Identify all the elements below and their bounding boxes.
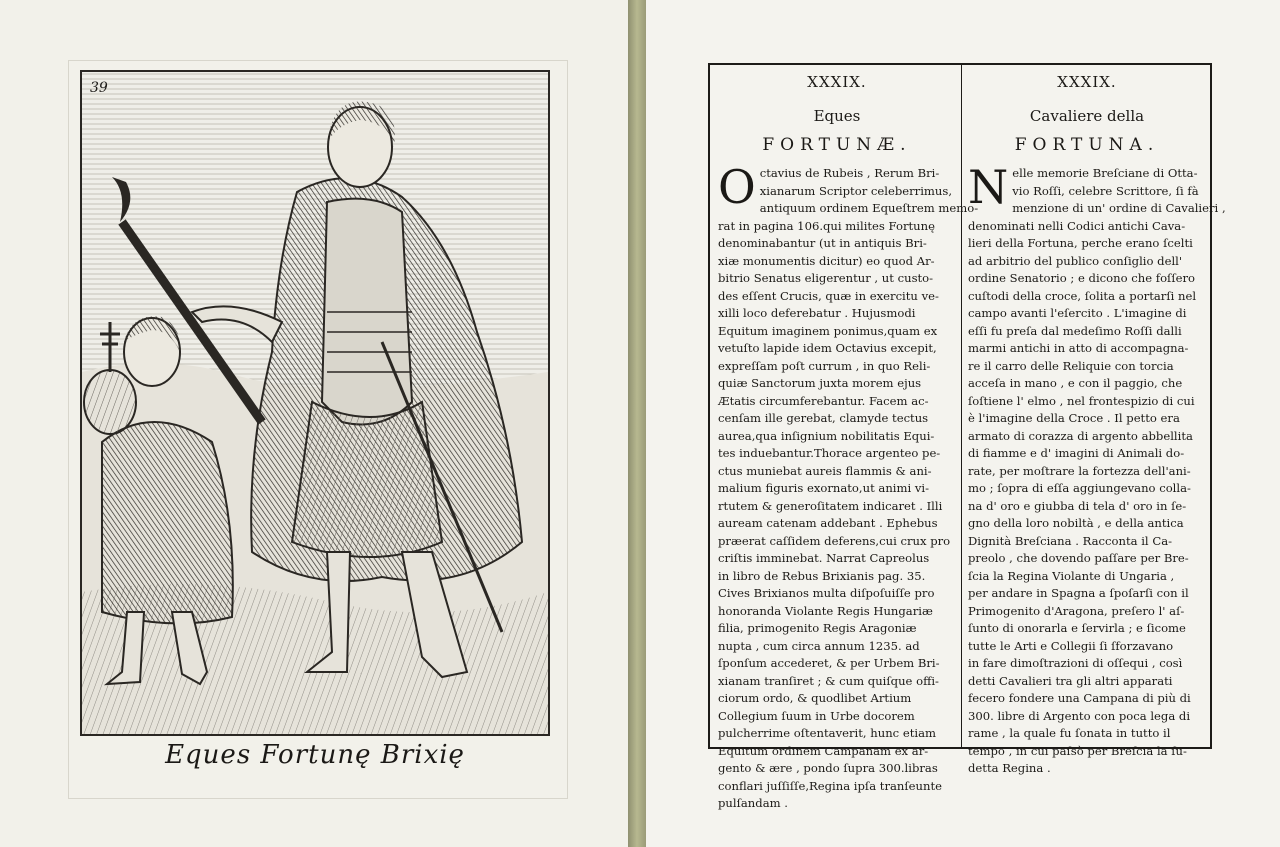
text-line: ctavius de Rubeis , Rerum Bri-: [759, 166, 940, 180]
text-line: na d' oro e giubba di tela d' oro in ſe-: [968, 498, 1187, 513]
italian-heading: FORTUNA.: [1014, 135, 1160, 155]
text-line: xiæ monumentis dicitur) eo quod Ar-: [718, 253, 935, 268]
text-line: armato di corazza di argento abbellita: [968, 428, 1193, 443]
latin-lines: [718, 160, 979, 813]
text-line: vetuſto lapide idem Octavius excepit,: [718, 341, 937, 355]
text-line: cuſtodi della croce, ſolita a portarſi nel: [968, 288, 1197, 303]
latin-subtitle: Eques: [813, 107, 861, 125]
text-line: è l'imagine della Croce . Il petto era: [968, 411, 1180, 425]
italian-lines: [968, 160, 1226, 778]
text-line: mo ; ſopra di eſſa aggiungevano colla-: [968, 481, 1191, 495]
text-line: aurea,qua inſignium nobilitatis Equi-: [718, 428, 935, 443]
text-line: nupta , cum circa annum 1235. ad: [718, 638, 920, 653]
text-line: acceſa in mano , e con il paggio, che: [968, 376, 1183, 390]
text-line: filia, primogenito Regis Aragoniæ: [718, 621, 917, 635]
text-line: rat in pagina 106.qui milites Fortunę: [718, 218, 935, 233]
text-line: criſtis imminebat. Narrat Capreolus: [718, 551, 930, 565]
text-line: denominati nelli Codici antichi Cava-: [968, 218, 1186, 233]
text-line: gento & ære , pondo ſupra 300.libras: [718, 761, 938, 775]
text-line: pulſandam .: [718, 796, 788, 810]
text-line: auream catenam addebant . Ephebus: [718, 516, 938, 530]
text-line: elle memorie Breſciane di Otta-: [1012, 166, 1198, 180]
text-line: Equitum ordinem Campanam ex ar-: [718, 743, 929, 758]
latin-column: [718, 73, 979, 813]
italian-body: [968, 160, 1226, 778]
column-divider: [961, 65, 962, 747]
text-line: rame , la quale fu ſonata in tutto il: [968, 726, 1171, 740]
italian-dropcap: N: [968, 160, 1009, 214]
text-line: bitrio Senatus eligerentur , ut custo-: [718, 271, 934, 285]
text-line: malium figuris exornato,ut animi vi-: [718, 481, 930, 495]
text-line: per andare in Spagna a ſpoſarſi con il: [968, 586, 1189, 600]
text-line: ciorum ordo, & quodlibet Artium: [718, 691, 912, 705]
text-line: xianam tranſiret ; & cum quiſque offi-: [718, 673, 939, 688]
text-line: ſcia la Regina Violante di Ungaria ,: [968, 568, 1175, 583]
text-line: Dignità Breſciana . Racconta il Ca-: [968, 533, 1173, 548]
text-line: tempo , in cui paſsò per Breſcia la ſu-: [968, 743, 1187, 758]
book-gutter: [628, 0, 646, 847]
text-line: ad arbitrio del publico conſiglio dell': [968, 253, 1183, 268]
text-line: des eſſent Crucis, quæ in exercitu ve-: [718, 288, 939, 303]
latin-dropcap: O: [718, 160, 756, 214]
text-line: in libro de Rebus Brixianis pag. 35.: [718, 568, 926, 583]
text-line: Collegium ſuum in Urbe docorem: [718, 708, 915, 723]
text-line: xianarum Scriptor celeberrimus,: [759, 183, 953, 198]
text-line: marmi antichi in atto di accompagna-: [968, 341, 1189, 355]
text-line: honoranda Violante Regis Hungariæ: [718, 603, 933, 618]
italian-number: XXXIX.: [1057, 73, 1117, 91]
italian-subtitle: Cavaliere della: [1029, 107, 1145, 125]
text-line: preolo , che dovendo paſſare per Bre-: [968, 551, 1189, 565]
engraving-caption: Eques Fortunę Brixię: [165, 740, 465, 770]
text-line: gno della loro nobiltà , e della antica: [968, 516, 1184, 530]
text-line: tutte le Arti e Collegii ſi ſforzavano: [968, 638, 1174, 653]
text-line: detti Cavalieri tra gli altri apparati: [968, 673, 1173, 688]
text-line: ctus muniebat aureis flammis & ani-: [718, 463, 932, 478]
text-line: rate, per moſtrare la fortezza dell'ani-: [968, 463, 1191, 478]
latin-body: [718, 160, 979, 813]
text-line: fecero fondere una Campana di più di: [968, 691, 1191, 705]
text-line: quiæ Sanctorum juxta morem ejus: [718, 376, 922, 390]
latin-heading: FORTUNÆ.: [762, 135, 912, 155]
latin-number: XXXIX.: [807, 73, 867, 91]
text-line: ſponſum accederet, & per Urbem Bri-: [718, 656, 940, 670]
text-line: denominabantur (ut in antiquis Bri-: [718, 236, 927, 250]
text-line: menzione di un' ordine di Cavalieri ,: [1012, 201, 1226, 215]
text-line: cenſam ille gerebat, clamyde tectus: [718, 411, 929, 425]
text-line: rtutem & generoſitatem indicaret . Illi: [718, 498, 943, 513]
text-line: expreſſam poſt currum , in quo Reli-: [718, 358, 931, 373]
text-line: præerat caſſidem deferens,cui crux pro: [718, 533, 951, 548]
text-line: eſſi fu preſa dal medeſimo Roſſi dalli: [968, 323, 1182, 338]
text-line: detta Regina .: [968, 761, 1051, 775]
engraving-plate: [80, 70, 550, 736]
text-line: di fiamme e d' imagini di Animali do-: [968, 446, 1185, 460]
left-page-engraving: [0, 0, 628, 847]
text-line: Ætatis circumferebantur. Facem ac-: [718, 393, 929, 408]
text-line: Primogenito d'Aragona, preſero l' aſ-: [968, 603, 1185, 618]
text-line: vio Roſſi, celebre Scrittore, ſi fà: [1012, 183, 1199, 198]
text-line: ſunto di onorarla e ſervirla ; e ſicome: [968, 621, 1186, 635]
italian-column: [968, 73, 1226, 778]
text-line: ſoſtiene l' elmo , nel frontespizio di cui: [968, 393, 1195, 408]
text-line: Cives Brixianos multa diſpoſuiſſe pro: [718, 586, 935, 600]
text-line: re il carro delle Reliquie con torcia: [968, 358, 1174, 373]
text-line: tes induebantur.Thorace argenteo pe-: [718, 446, 941, 460]
text-line: pulcherrime oſtentaverit, hunc etiam: [718, 726, 936, 740]
text-line: Equitum imaginem ponimus,quam ex: [718, 323, 938, 338]
engraving-illustration: [82, 72, 548, 734]
text-line: lieri della Fortuna, perche erano ſcelti: [968, 236, 1193, 250]
text-line: xilli loco deferebatur . Hujusmodi: [718, 306, 916, 320]
text-line: campo avanti l'eſercito . L'imagine di: [968, 306, 1187, 320]
text-line: 300. libre di Argento con poca lega di: [968, 708, 1191, 723]
text-line: antiquum ordinem Equeſtrem memo-: [759, 201, 979, 215]
text-line: in fare dimoſtrazioni di oſſequi , così: [968, 656, 1183, 670]
text-line: conflari juſſiſſe,Regina ipſa tranſeunte: [718, 778, 942, 793]
plate-number: 39: [90, 80, 108, 96]
text-line: ordine Senatorio ; e dicono che foſſero: [968, 271, 1196, 285]
text-frame: [708, 63, 1226, 810]
